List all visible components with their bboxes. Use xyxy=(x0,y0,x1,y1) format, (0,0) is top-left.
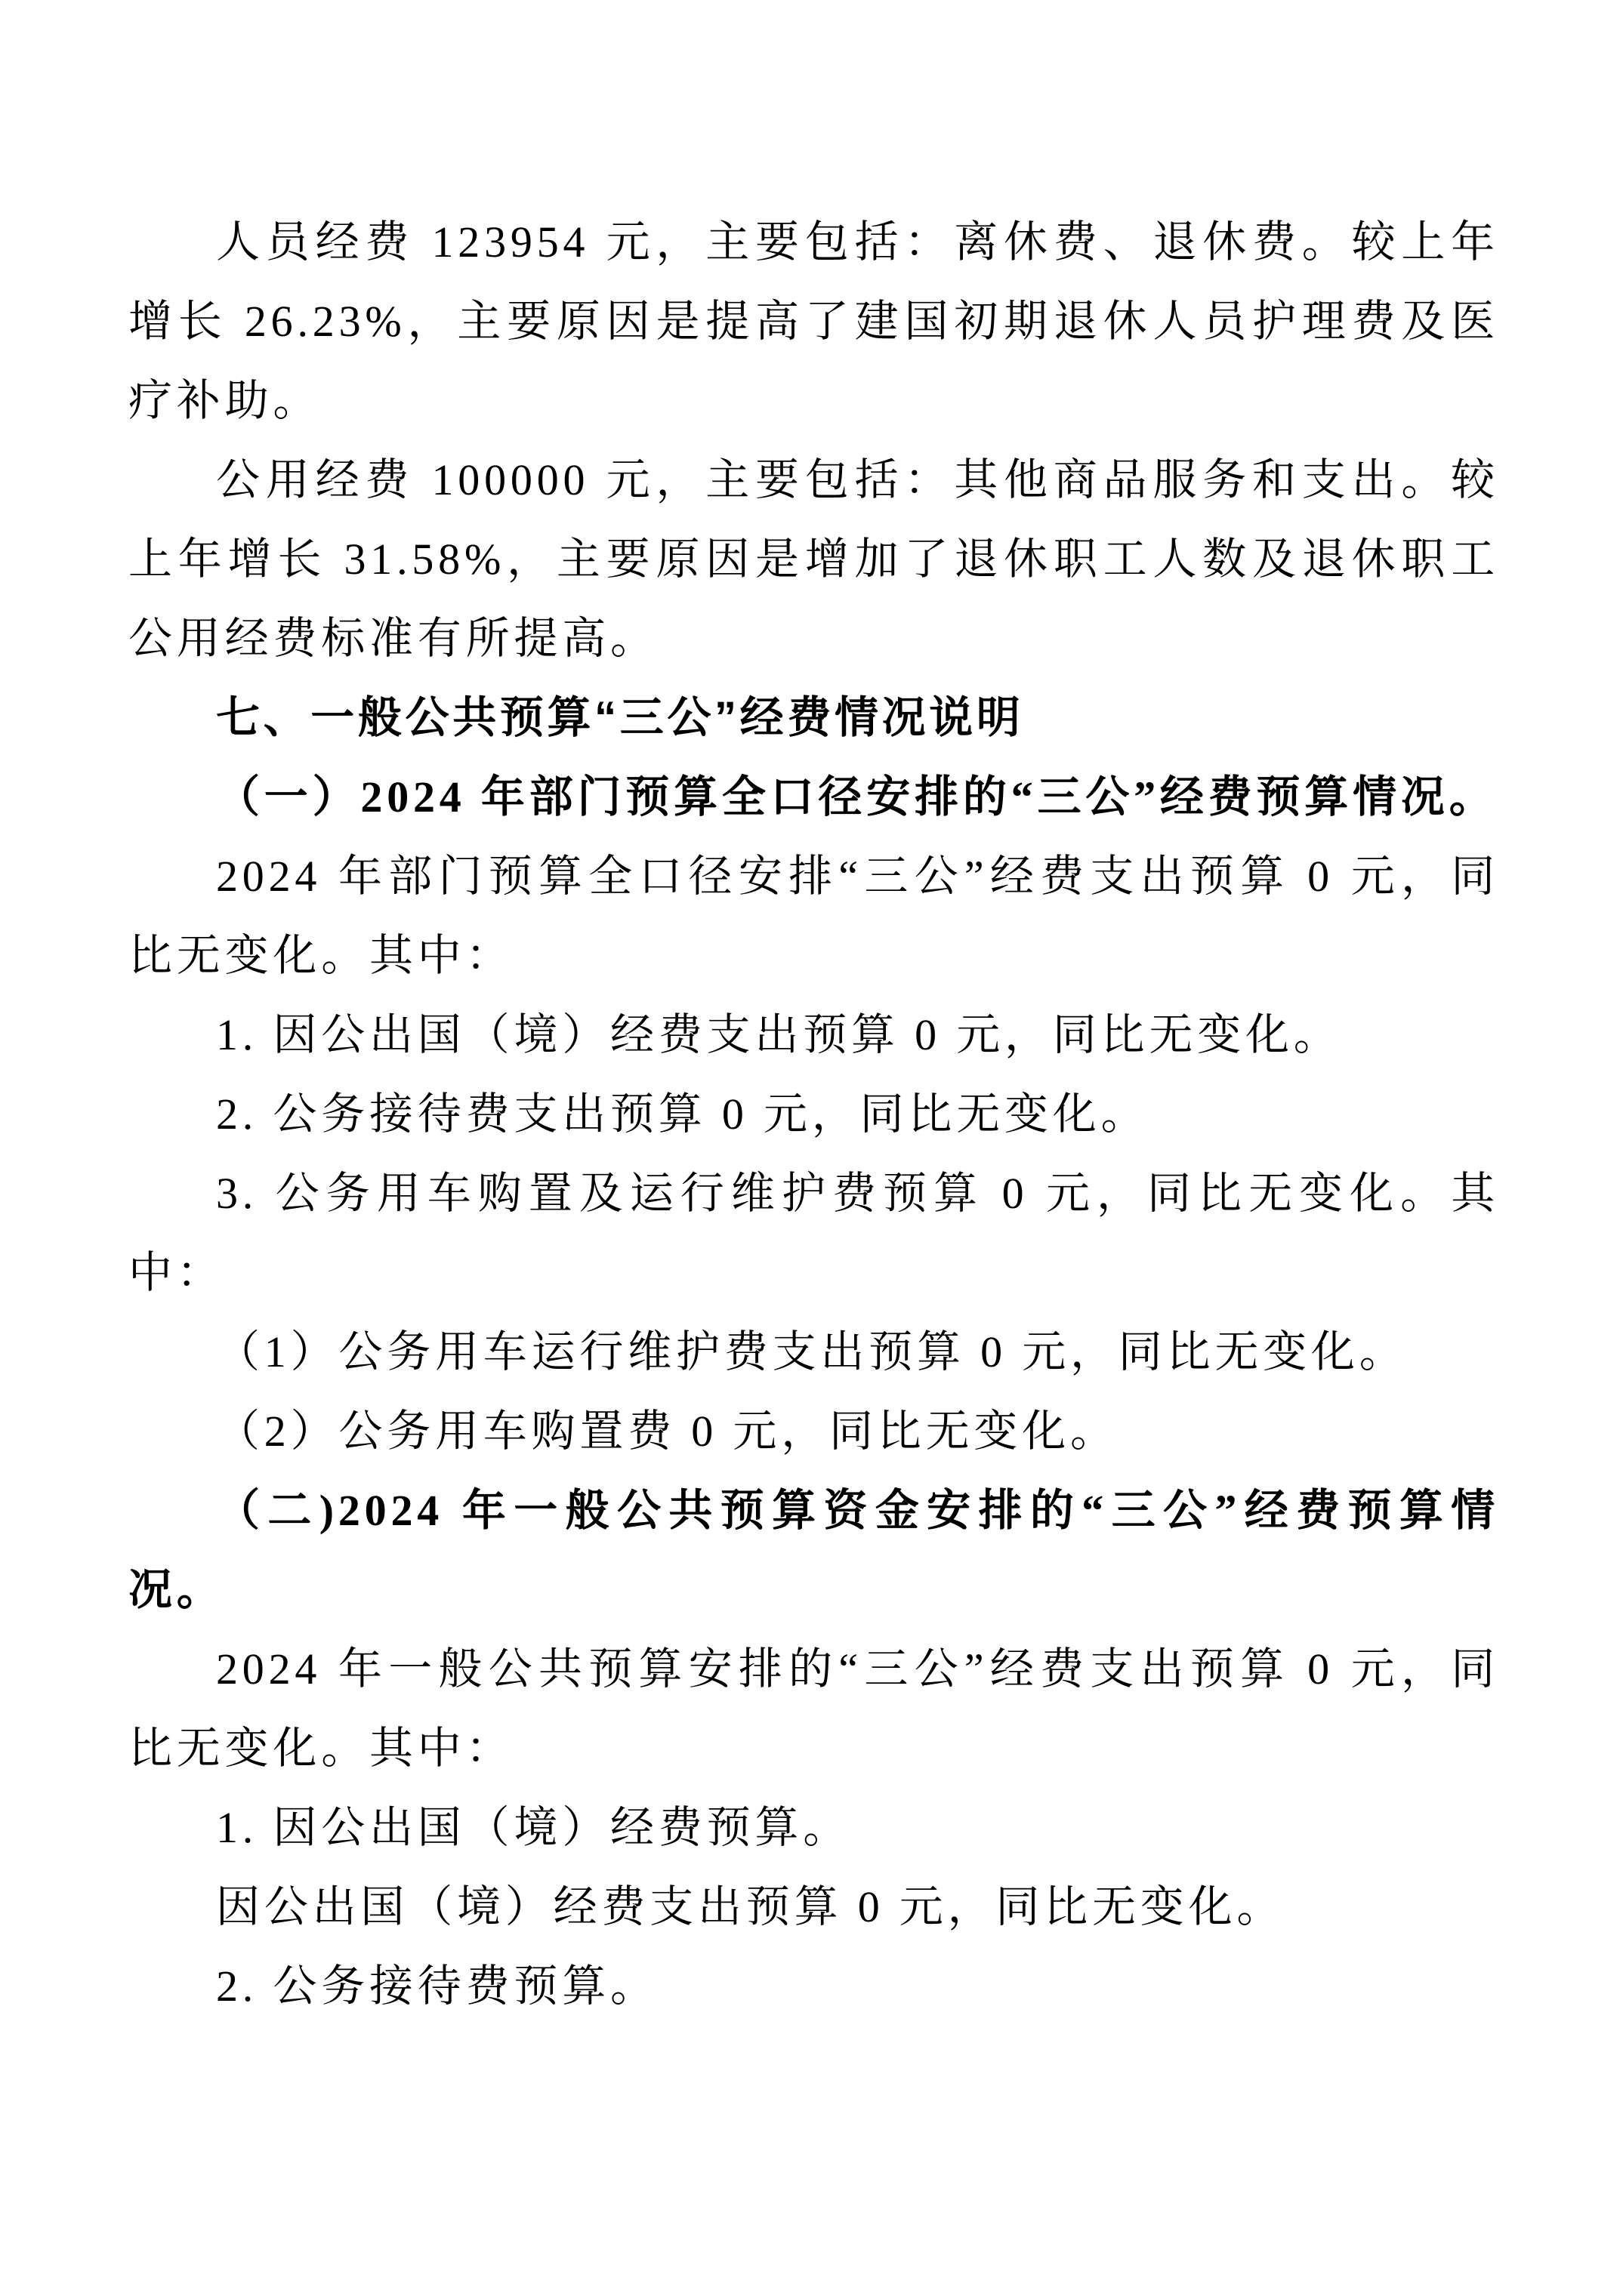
section-heading: 七、一般公共预算“三公”经费情况说明 xyxy=(216,693,1024,742)
paragraph: （2）公务用车购置费 0 元，同比无变化。 xyxy=(216,1407,1119,1456)
paragraph: 人员经费 123954 元，主要包括：离休费、退休费。较上年增长 26.23%，主要原因是提高了建国初期退休人员护理费及医疗补助。 xyxy=(128,217,1499,425)
paragraph: 2. 公务接待费支出预算 0 元，同比无变化。 xyxy=(216,1089,1149,1139)
paragraph: 1. 因公出国（境）经费预算。 xyxy=(216,1803,852,1852)
paragraph: 2024 年一般公共预算安排的“三公”经费支出预算 0 元，同比无变化。其中： xyxy=(128,1644,1499,1773)
paragraph: 因公出国（境）经费支出预算 0 元，同比无变化。 xyxy=(216,1882,1285,1931)
paragraph: 公用经费 100000 元，主要包括：其他商品服务和支出。较上年增长 31.58%，主要原因是增加了退休职工人数及退休职工公用经费标准有所提高。 xyxy=(128,455,1499,663)
paragraph: （一）2024 年部门预算全口径安排的“三公”经费预算情况。 xyxy=(216,772,1498,821)
paragraph: （1）公务用车运行维护费支出预算 0 元，同比无变化。 xyxy=(216,1327,1408,1376)
paragraph: 3. 公务用车购置及运行维护费预算 0 元，同比无变化。其中： xyxy=(128,1169,1499,1297)
paragraph: 2024 年部门预算全口径安排“三公”经费支出预算 0 元，同比无变化。其中： xyxy=(128,852,1499,980)
paragraph: 2. 公务接待费预算。 xyxy=(216,1962,659,2011)
paragraph: （二)2024 年一般公共预算资金安排的“三公”经费预算情况。 xyxy=(128,1486,1499,1614)
paragraph: 1. 因公出国（境）经费支出预算 0 元，同比无变化。 xyxy=(216,1010,1342,1059)
